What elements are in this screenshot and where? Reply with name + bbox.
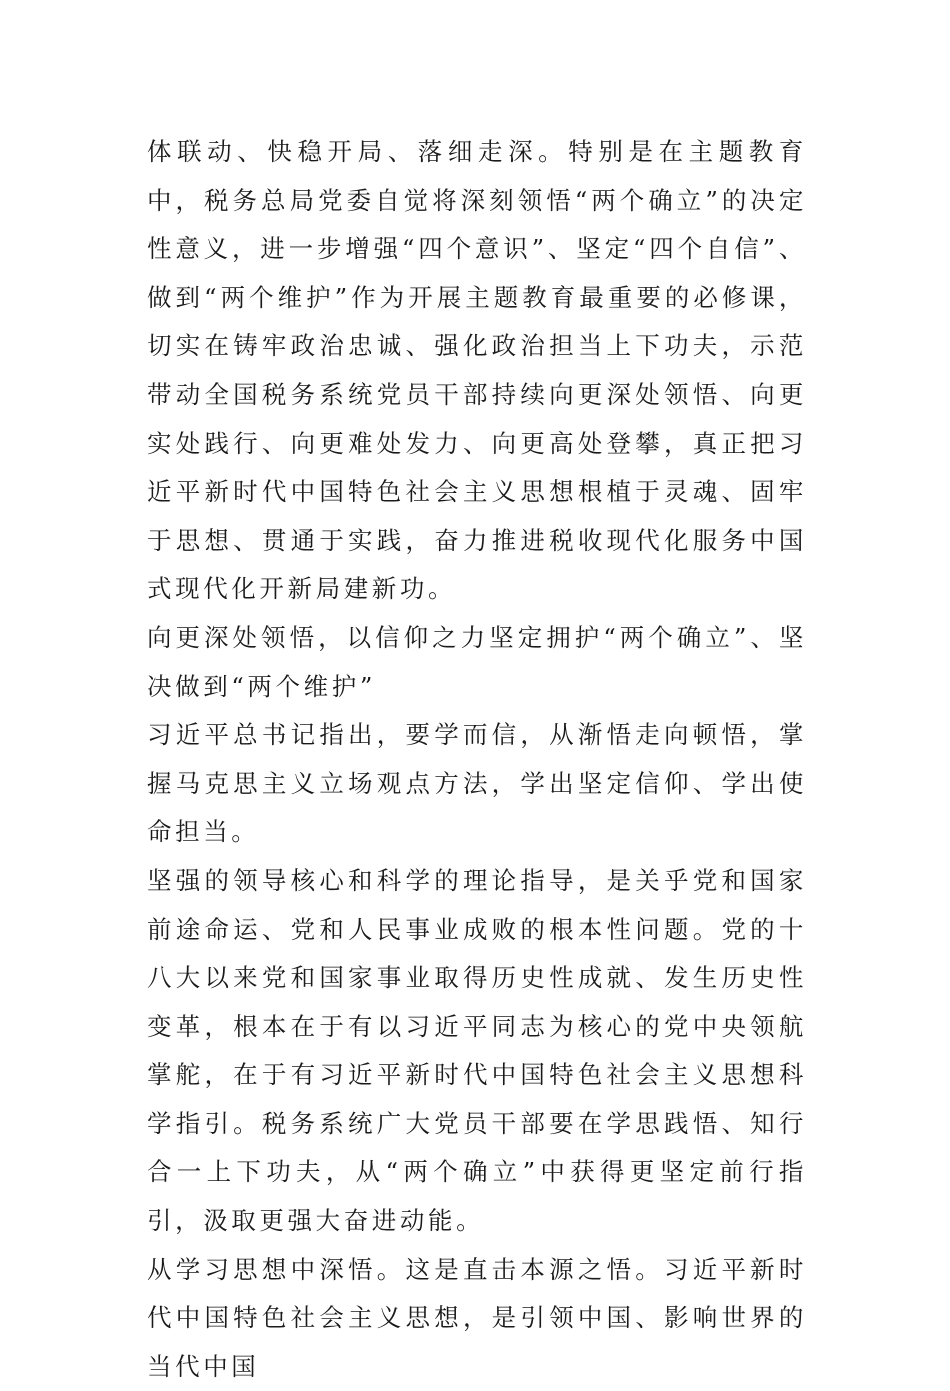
paragraph-leadership: 坚强的领导核心和科学的理论指导，是关乎党和国家前途命运、党和人民事业成败的根本性问题。党的十八大以来党和国家事业取得历史性成就、发生历史性变革，根本在于有以习近平同志为核心的党中央领航掌舵，在于有习近平新时代中国特色社会主义思想科学指引。税务系统广大党员干部要在学思践悟、知行合一上下功夫，从“两个确立”中获得更坚定前行指引，汲取更强大奋进动能。 <box>147 865 807 1236</box>
paragraph-quote: 习近平总书记指出，要学而信，从渐悟走向顿悟，掌握马克思主义立场观点方法，学出坚定信仰、学出使命担当。 <box>147 720 807 847</box>
section-heading: 向更深处领悟，以信仰之力坚定拥护“两个确立”、坚决做到“两个维护” <box>147 622 807 701</box>
paragraph-study: 从学习思想中深悟。这是直击本源之悟。习近平新时代中国特色社会主义思想，是引领中国、影响世界的当代中国 <box>147 1254 807 1381</box>
paragraph-intro-continuation: 体联动、快稳开局、落细走深。特别是在主题教育中，税务总局党委自觉将深刻领悟“两个确立”的决定性意义，进一步增强“四个意识”、坚定“四个自信”、做到“两个维护”作为开展主题教育最重要的必修课，切实在铸牢政治忠诚、强化政治担当上下功夫，示范带动全国税务系统党员干部持续向更深处领悟、向更实处践行、向更难处发力、向更高处登攀，真正把习近平新时代中国特色社会主义思想根植于灵魂、固牢于思想、贯通于实践，奋力推进税收现代化服务中国式现代化开新局建新功。 <box>147 137 807 604</box>
document-body <box>147 128 807 1391</box>
